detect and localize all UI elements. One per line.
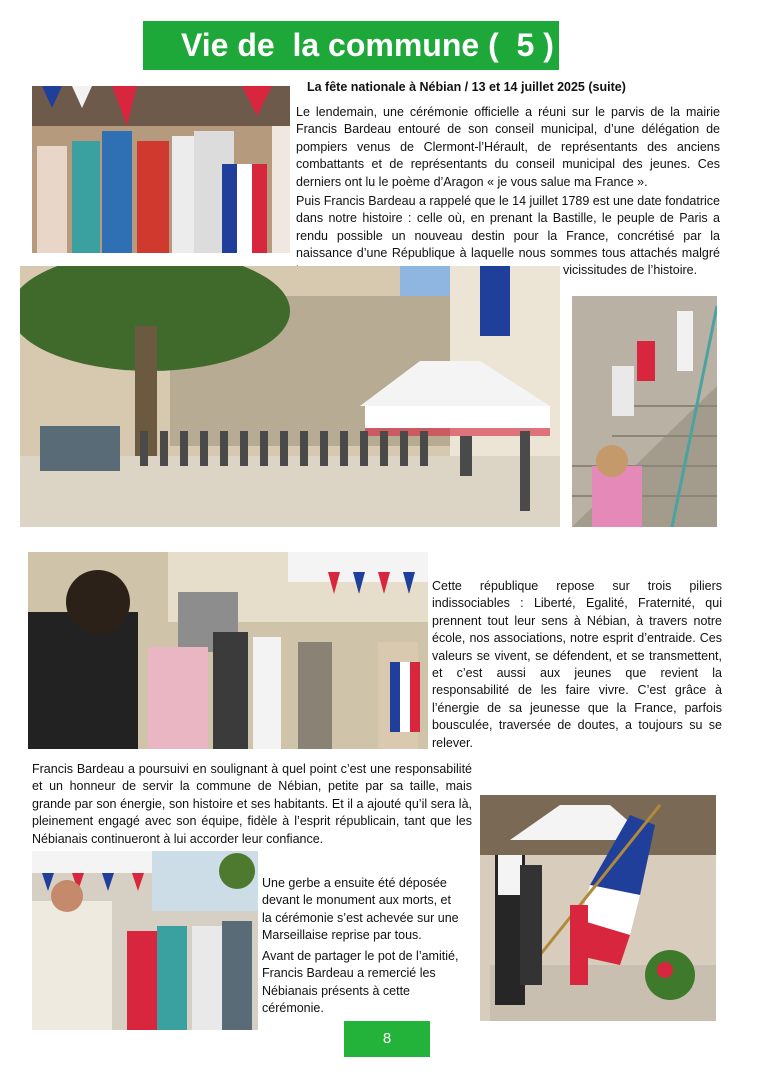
paragraph-4: Francis Bardeau a poursuivi en soulignant à quel point c’est une responsabilité et un honneur de servir la commune de Nébian, petite par sa taille, mais grande par son énergie, son histoire et ses habitants. Et il a ajouté qu’il sera là, pleinement engagé avec son équipe, fidèle à l’esprit républicain, tant que les Nébianais continueront à lui accorder leur confiance. [32,762,472,846]
photo-ceremony-flag-bearers [32,86,290,253]
paragraph-5: Une gerbe a ensuite été déposée devant le monument aux morts, et la cérémonie s’est achevée sur une Marseillaise reprise par tous. [262,876,459,943]
page-title-banner: Vie de la commune ( 5 ) [143,21,559,70]
article-subtitle: La fête nationale à Nébian / 13 et 14 juillet 2025 (suite) [307,80,626,94]
photo-mayor-speech [28,552,428,749]
photo-town-square-ceremony [20,266,560,527]
paragraph-1: Le lendemain, une cérémonie officielle a réuni sur le parvis de la mairie Francis Bardeau entouré de son conseil municipal, d’une délégation de pompiers venus de Clermont-l’Hérault, de représentants des anciens combattants et de représentants du conseil municipal des jeunes. Ces derniers ont lu le poème d’Aragon « je vous salue ma France ». [296,105,720,189]
photo-children-on-stairs [572,296,717,527]
page-number: 8 [344,1021,430,1057]
paragraph-2-end: vicissitudes de l’histoire. [563,263,698,277]
paragraph-2: Puis Francis Bardeau a rappelé que le 14 juillet 1789 est une date fondatrice dans notre histoire : celle où, en prenant la Bastille, le peuple de Paris a rendu possible un nouveau destin pour la France, concrétisé par la naissance d’une République à laquelle nous sommes tous attachés malgré [296,194,720,261]
photo-friendship-drink [32,851,258,1030]
photo-firefighters-flag [480,795,716,1021]
paragraph-3: Cette république repose sur trois piliers indissociables : Liberté, Egalité, Fraternité, qui prennent tout leur sens à Nébian, à travers notre école, nos associations, notre esprit d’entraide. Ces valeurs se vivent, se défendent, et se transmettent, et c’est aussi aux jeunes que revient la responsabilité de les faire vivre. C’est grâce à l’énergie de sa jeunesse que la France, parfois bousculée, traversée de doutes, a toujours su se relever. [432,579,722,750]
paragraph-6: Avant de partager le pot de l’amitié, Francis Bardeau a remercié les Nébianais présents à cette cérémonie. [262,949,459,1016]
